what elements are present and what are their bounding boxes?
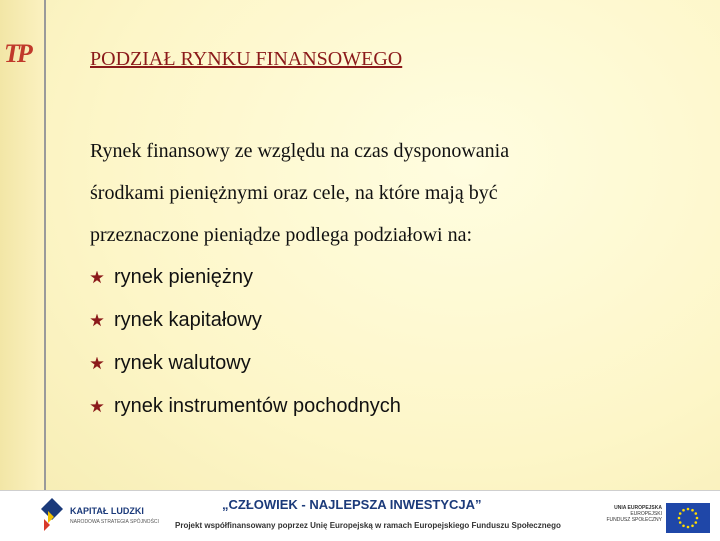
footer-banner xyxy=(0,490,720,541)
eu-label-line: EUROPEJSKI xyxy=(630,511,662,517)
project-note: Projekt współfinansowany poprzez Unię Europejską w ramach Europejskiego Funduszu Społecznego xyxy=(175,521,561,530)
eu-flag-icon xyxy=(666,503,710,533)
intro-line: Rynek finansowy ze względu na czas dysponowania xyxy=(90,140,510,162)
slogan: „CZŁOWIEK - NAJLEPSZA INWESTYCJA” xyxy=(222,497,482,512)
star-bullet-icon xyxy=(90,357,104,371)
intro-line: środkami pieniężnymi oraz cele, na które mają być xyxy=(90,182,498,204)
bullet-text: rynek walutowy xyxy=(114,352,251,374)
star-bullet-icon xyxy=(90,271,104,285)
eu-label-line: UNIA EUROPEJSKA xyxy=(614,505,662,511)
intro-paragraph xyxy=(90,130,650,256)
intro-line: przeznaczone pieniądze podlega podziałowi na: xyxy=(90,224,473,246)
star-bullet-icon xyxy=(90,314,104,328)
kapital-ludzki-subtitle: NARODOWA STRATEGIA SPÓJNOŚCI xyxy=(70,519,159,525)
kapital-ludzki-logo-icon xyxy=(40,497,64,531)
eu-fund-label xyxy=(596,505,662,523)
tp-logo: TP xyxy=(4,39,30,68)
list-item xyxy=(90,299,401,342)
list-item xyxy=(90,385,401,428)
list-item xyxy=(90,256,401,299)
bullet-text: rynek instrumentów pochodnych xyxy=(114,395,401,417)
kapital-ludzki-label: KAPITAŁ LUDZKI xyxy=(70,506,144,516)
slide-title: PODZIAŁ RYNKU FINANSOWEGO xyxy=(90,48,403,70)
star-bullet-icon xyxy=(90,400,104,414)
bullet-list xyxy=(90,256,401,428)
bullet-text: rynek kapitałowy xyxy=(114,309,262,331)
bullet-text: rynek pieniężny xyxy=(114,266,253,288)
eu-label-line: FUNDUSZ SPOŁECZNY xyxy=(606,517,662,523)
list-item xyxy=(90,342,401,385)
left-band xyxy=(0,0,46,490)
